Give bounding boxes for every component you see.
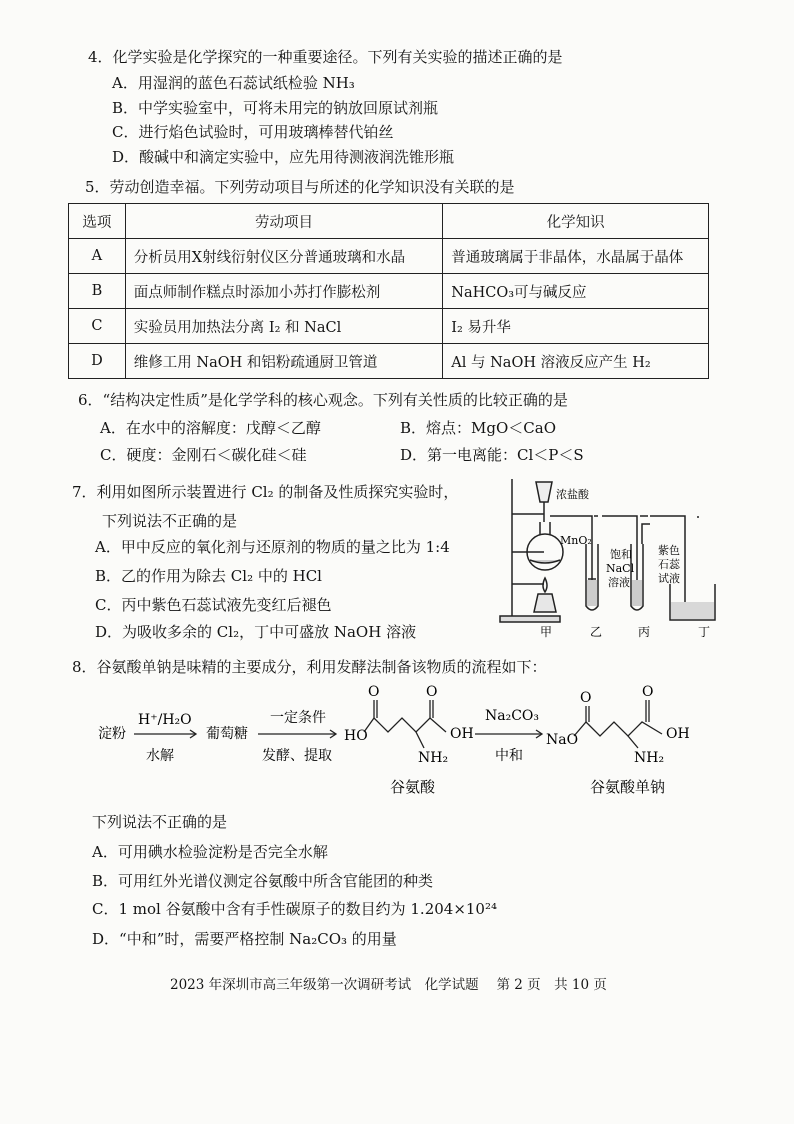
- table-row: [69, 274, 709, 309]
- label-litmus-3: 试液: [658, 572, 680, 585]
- label-conc-hcl: 浓盐酸: [556, 488, 589, 501]
- table-header: 劳动项目: [125, 204, 442, 239]
- condition-label: 一定条件: [270, 710, 326, 726]
- q4-option-b: B．中学实验室中，可将未用完的钠放回原试剂瓶: [112, 99, 439, 117]
- reagent-1: H⁺/H₂O: [138, 712, 192, 728]
- table-cell: 分析员用X射线衍射仪区分普通玻璃和水晶: [125, 239, 442, 274]
- nh2-label-2: NH₂: [634, 750, 665, 766]
- q8-option-d: D．“中和”时，需要严格控制 Na₂CO₃ 的用量: [92, 930, 397, 948]
- label-nacl-1: 饱和: [610, 548, 632, 561]
- starch-label: 淀粉: [98, 726, 126, 742]
- glucose-label: 葡萄糖: [206, 726, 248, 742]
- q7-stem-2: 下列说法不正确的是: [102, 512, 238, 530]
- msg-name: 谷氨酸单钠: [590, 778, 666, 796]
- o-label: O: [368, 684, 380, 700]
- q7-option-c: C．丙中紫色石蕊试液先变红后褪色: [95, 596, 332, 614]
- label-bing: 丙: [638, 625, 651, 639]
- q4-option-c: C．进行焰色试验时，可用玻璃棒替代铂丝: [112, 123, 394, 141]
- table-row: [69, 344, 709, 379]
- step-hydrolysis: 水解: [146, 748, 174, 764]
- label-jia: 甲: [540, 625, 553, 639]
- table-header: 选项: [69, 204, 126, 239]
- q6-option-c: C．硬度：金刚石＜碳化硅＜硅: [100, 446, 307, 464]
- q8-option-b: B．可用红外光谱仪测定谷氨酸中所含官能团的种类: [92, 872, 434, 890]
- table-cell: D: [69, 344, 126, 379]
- table-cell: 维修工用 NaOH 和铝粉疏通厨卫管道: [125, 344, 442, 379]
- step-neutralize: 中和: [495, 748, 523, 764]
- table-cell: B: [69, 274, 126, 309]
- q6-option-a: A．在水中的溶解度：戊醇＜乙醇: [100, 419, 321, 437]
- apparatus-figure: [490, 474, 730, 644]
- page-footer: 2023 年深圳市高三年级第一次调研考试 化学试题 第 2 页 共 10 页: [170, 977, 607, 993]
- q7-option-d: D．为吸收多余的 Cl₂，丁中可盛放 NaOH 溶液: [95, 623, 417, 641]
- q7-option-a: A．甲中反应的氧化剂与还原剂的物质的量之比为 1:4: [95, 538, 450, 556]
- table-cell: 普通玻璃属于非晶体，水晶属于晶体: [443, 239, 709, 274]
- label-litmus-1: 紫色: [658, 544, 680, 557]
- q8-substem: 下列说法不正确的是: [92, 813, 228, 831]
- q6-option-d: D．第一电离能：Cl＜P＜S: [400, 446, 584, 464]
- step-ferment: 发酵、提取: [262, 748, 332, 764]
- table-cell: A: [69, 239, 126, 274]
- table-cell: Al 与 NaOH 溶液反应产生 H₂: [443, 344, 709, 379]
- oh-label: OH: [450, 726, 474, 742]
- table-cell: NaHCO₃可与碱反应: [443, 274, 709, 309]
- label-mno2: MnO₂: [560, 534, 592, 547]
- table-header: 化学知识: [443, 204, 709, 239]
- label-nacl-2: NaCl: [606, 562, 635, 575]
- q6-option-b: B．熔点：MgO＜CaO: [400, 419, 556, 437]
- table-row: [69, 309, 709, 344]
- table-row: [69, 239, 709, 274]
- reagent-na2co3: Na₂CO₃: [485, 708, 540, 724]
- table-cell: C: [69, 309, 126, 344]
- nh2-label: NH₂: [418, 750, 449, 766]
- glutamic-acid-name: 谷氨酸: [390, 778, 436, 796]
- q4-option-d: D．酸碱中和滴定实验中，应先用待测液润洗锥形瓶: [112, 148, 455, 166]
- q5-stem: 5．劳动创造幸福。下列劳动项目与所述的化学知识没有关联的是: [85, 178, 515, 196]
- table-header-row: [69, 204, 709, 239]
- q6-stem: 6．“结构决定性质”是化学学科的核心观念。下列有关性质的比较正确的是: [78, 391, 568, 409]
- q8-option-c: C．1 mol 谷氨酸中含有手性碳原子的数目约为 1.204×10²⁴: [92, 900, 498, 918]
- nao-label: NaO: [546, 732, 579, 748]
- o-label: O: [580, 690, 592, 706]
- oh-label-2: OH: [666, 726, 690, 742]
- o-label: O: [426, 684, 438, 700]
- q8-stem: 8．谷氨酸单钠是味精的主要成分，利用发酵法制备该物质的流程如下：: [72, 658, 547, 676]
- q7-stem: 7．利用如图所示装置进行 Cl₂ 的制备及性质探究实验时，: [72, 483, 459, 501]
- q5-table: [68, 203, 709, 379]
- label-litmus-2: 石蕊: [658, 558, 680, 571]
- table-cell: I₂ 易升华: [443, 309, 709, 344]
- ho-label: HO: [344, 728, 368, 744]
- label-ding: 丁: [698, 625, 711, 639]
- table-cell: 实验员用加热法分离 I₂ 和 NaCl: [125, 309, 442, 344]
- label-yi: 乙: [590, 625, 603, 639]
- q7-option-b: B．乙的作用为除去 Cl₂ 中的 HCl: [95, 567, 322, 585]
- reaction-flow: [90, 682, 730, 802]
- q4-stem: 4．化学实验是化学探究的一种重要途径。下列有关实验的描述正确的是: [88, 48, 563, 66]
- q8-option-a: A．可用碘水检验淀粉是否完全水解: [92, 843, 328, 861]
- o-label: O: [642, 684, 654, 700]
- q4-option-a: A．用湿润的蓝色石蕊试纸检验 NH₃: [112, 74, 355, 92]
- label-nacl-3: 溶液: [608, 576, 630, 589]
- table-cell: 面点师制作糕点时添加小苏打作膨松剂: [125, 274, 442, 309]
